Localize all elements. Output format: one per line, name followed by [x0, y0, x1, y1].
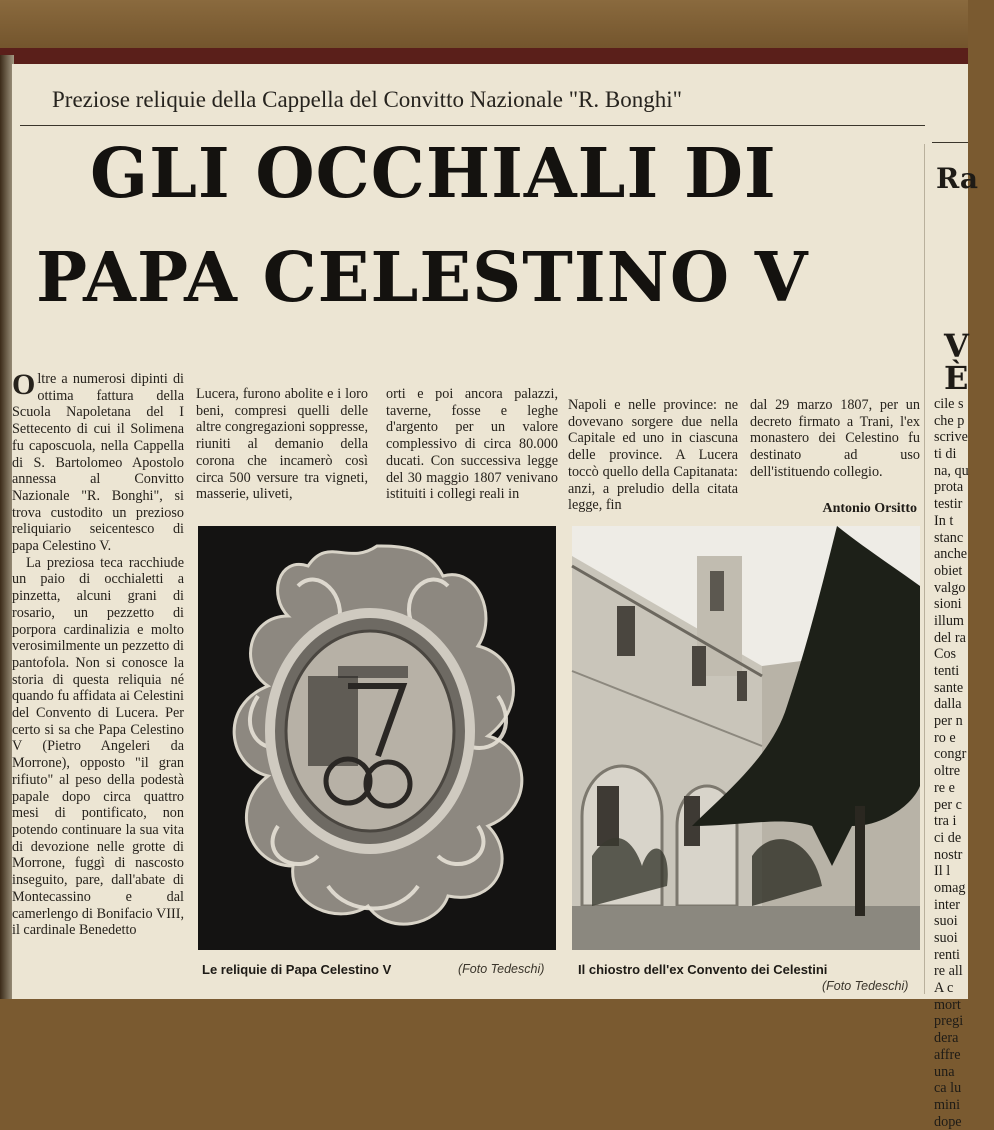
next-article-line: na, qu — [934, 462, 969, 479]
next-article-line: dalla — [934, 696, 962, 713]
next-article-line: pregi — [934, 1013, 964, 1030]
column-3: orti e poi ancora palazzi, taverne, fosse e leghe d'argento per un valore complessivo di circa 80.000 ducati. Con successiva legge del 30 maggio 1807 venivano istituiti i collegi reali in — [386, 386, 558, 503]
headline-line-1: GLI OCCHIALI DI — [90, 134, 777, 214]
column-rule — [932, 142, 968, 143]
col1-paragraph-2: La preziosa teca racchiude un paio di occhialetti a pinzetta, alcuni grani di rosario, un pezzetto di porpora cardinalizia e molto verosimilmente un pezzetto di pantofola. Non si conosce la storia di questa reliquia né quando fu affidata ai Celestini del Convento di Lucera. Per certo si sa che Papa Celestino V (Pietro Angeleri da Morrone), opposto "il gran rifiuto" al peso della podestà papale dopo circa quattro mesi di pontificato, non potendo continuare la sua vita di devozione nelle grotte di Morrone, fuggì di nascosto inseguito, pare, dall'abate di Montecassino e dal camerlengo di Bonifacio VIII, il cardinale Benedetto — [12, 554, 184, 939]
next-article-line: suoi — [934, 930, 958, 946]
drop-cap: O — [12, 368, 36, 401]
next-article-line: omag — [934, 879, 966, 896]
next-article-line: mort — [934, 996, 961, 1013]
photo2-credit: (Foto Tedeschi) — [822, 979, 909, 993]
next-article-line: dope — [934, 1113, 962, 1130]
next-article-line: tenti — [934, 663, 960, 679]
next-article-line: che p — [934, 412, 965, 429]
next-article-text — [934, 396, 994, 1130]
next-article-line: inter — [934, 896, 960, 913]
newspaper-page — [12, 64, 979, 1130]
col1-paragraph-1: ltre a numerosi dipinti di ottima fattura della Scuola Napoletana del I Settecento di cui il Solimena fu caposcuola, nella Cappella di S. Bartolomeo Apostolo annessa al Convitto Nazionale "R. Bonghi", si trova custodito un prezioso reliquiario seicentesco di papa Celestino V. — [12, 371, 184, 555]
next-article-line: per n — [934, 713, 963, 730]
column-5: dal 29 marzo 1807, per un decreto firmato a Trani, l'ex monastero dei Celestino fu destinato ad uso dell'istituendo collegio. — [750, 397, 920, 480]
next-article-line: re e — [934, 779, 955, 796]
column-divider — [924, 144, 925, 994]
byline: Antonio Orsitto — [822, 501, 917, 516]
next-article-line: suoi — [934, 913, 958, 930]
reliquary-photo — [198, 526, 556, 950]
kicker-rule — [20, 125, 925, 126]
next-article-headline — [944, 327, 969, 397]
next-article-line: oltre — [934, 763, 960, 780]
next-article-line: del ra — [934, 629, 966, 646]
next-article-line: ro e — [934, 729, 956, 746]
next-article-title: Ra — [936, 162, 979, 195]
next-article-line: ti di — [934, 446, 957, 463]
headline-line-2: PAPA CELESTINO V — [36, 238, 809, 318]
next-article-headline-1: V — [944, 327, 969, 365]
cloister-photo — [572, 526, 920, 950]
next-article-line: A c — [934, 980, 954, 997]
next-article-line: nostr — [934, 846, 963, 863]
next-article-line: tra i — [934, 813, 957, 830]
next-article-line: In t — [934, 512, 954, 529]
next-article-line: mini — [934, 1096, 961, 1113]
next-article-line: testir — [934, 496, 963, 513]
next-article-line: stanc — [934, 529, 964, 546]
next-article-line: per c — [934, 796, 962, 813]
next-article-headline-2: È — [944, 359, 969, 397]
photo1-caption: Le reliquie di Papa Celestino V — [202, 962, 392, 977]
photo2-caption: Il chiostro dell'ex Convento dei Celestini — [578, 962, 828, 977]
next-article-line: congr — [934, 746, 967, 763]
next-article-line: dera — [934, 1030, 959, 1047]
kicker: Preziose reliquie della Cappella del Convitto Nazionale "R. Bonghi" — [52, 87, 683, 112]
photo1-credit: (Foto Tedeschi) — [458, 962, 545, 976]
next-article-line: illum — [934, 612, 964, 629]
next-article-line: Cos — [934, 646, 957, 663]
next-article-line: re all — [934, 963, 963, 980]
next-article-line: cile s — [934, 396, 964, 412]
next-article-line: prota — [934, 479, 964, 496]
column-2: Lucera, furono abolite e i loro beni, compresi quelli delle altre congregazioni soppresse, riuniti al demanio della corona che incamerò così circa 500 versure tra vigneti, masserie, uliveti, — [196, 386, 368, 503]
next-article-line: scrive — [934, 429, 968, 446]
next-article-line: valgo — [934, 579, 966, 596]
next-article-line: ca lu — [934, 1080, 962, 1097]
next-article-line: sante — [934, 679, 964, 696]
next-article-line: ci de — [934, 829, 962, 846]
next-article-line: renti — [934, 946, 960, 963]
next-article-line: anche — [934, 546, 968, 563]
next-article-line: affre — [934, 1046, 961, 1063]
next-article-line: Il l — [934, 863, 951, 880]
next-article-line: sioni — [934, 596, 962, 613]
next-article-line: una — [934, 1063, 955, 1080]
column-1 — [12, 368, 184, 939]
column-4: Napoli e nelle province: ne dovevano sorgere due nella Capitale ed uno in ciascuna delle province. A Lucera toccò quello della Capitanata: anzi, a preludio della citata legge, fin — [568, 397, 738, 514]
next-article-line: obiet — [934, 562, 963, 579]
